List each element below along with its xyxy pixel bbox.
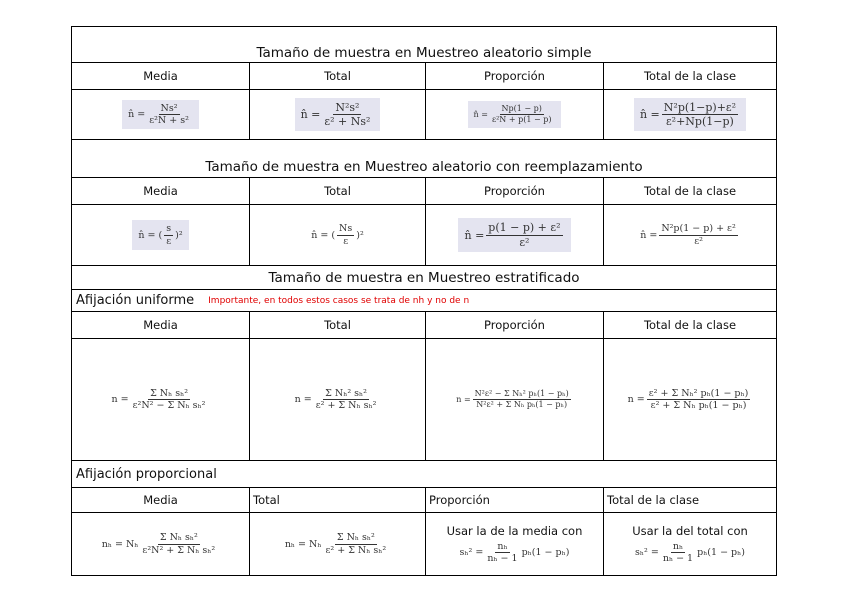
use-total-text: Usar la del total con xyxy=(632,523,748,538)
header-total: Total xyxy=(250,488,426,512)
header-total-clase: Total de la clase xyxy=(643,318,737,332)
section-title-text: Tamaño de muestra en Muestreo estratificado xyxy=(268,269,580,286)
section-title-text: Tamaño de muestra en Muestreo aleatorio simple xyxy=(256,44,592,61)
uniform-label: Afijación uniforme Importante, en todos estos casos se trata de nh y no de n xyxy=(76,293,470,308)
formula-rep-media: n̂ = ( $\frac{s}{\varepsilon}$ )² xyxy=(72,205,250,265)
header-proporcion: Proporción xyxy=(426,488,604,512)
header-proporcion: Proporción xyxy=(426,312,604,338)
formula-uni-prop: n = $\frac{\text{N²ε² − Σ Nₕ² pₕ(1 − pₕ)}}{\text{N²ε² + Σ Nₕ pₕ(1 − pₕ)}}$ xyxy=(426,339,604,460)
formula-prop-media: nₕ = Nₕ $\frac{\text{Σ Nₕ sₕ²}}{\text{ε²N² + Σ Nₕ sₕ²}}$ xyxy=(72,513,250,575)
formula-prop-clase: Usar la del total con sₕ² = $\frac{\text{nₕ}}{\text{nₕ − 1}}$ pₕ(1 − pₕ) xyxy=(632,523,748,564)
header-row xyxy=(72,178,776,205)
formula-uni-media: n = $\frac{\text{Σ Nₕ sₕ²}}{\text{ε²N² − Σ Nₕ sₕ²}}$ xyxy=(72,339,250,460)
header-total-clase: Total de la clase xyxy=(643,184,737,198)
formula-prop-total: nₕ = Nₕ $\frac{\text{Σ Nₕ sₕ²}}{\text{ε² + Σ Nₕ sₕ²}}$ xyxy=(250,513,426,575)
formula-uni-clase: n = $\frac{\text{ε² + Σ Nₕ² pₕ(1 − pₕ)}}{\text{ε² + Σ Nₕ pₕ(1 − pₕ)}}$ xyxy=(627,387,749,411)
formula-row-proportional xyxy=(72,513,776,575)
proportional-label: Afijación proporcional xyxy=(76,466,217,482)
formula-simple-media: n̂ = $\frac{\text{Ns²}}{\text{ε²N + s²}}$ xyxy=(72,90,250,139)
formula-rep-total: n̂ = ( $\frac{Ns}{\varepsilon}$ )² xyxy=(250,205,426,265)
header-total-clase: Total de la clase xyxy=(643,69,737,83)
header-media: Media xyxy=(72,488,250,512)
formula-rep-clase: n̂ = $\frac{\text{N²p(1 − p) + ε²}}{\text{ε²}}$ xyxy=(640,223,736,247)
formula-simple-clase: n̂ = $\frac{\text{N²p(1−p)+ε²}}{\text{ε²+Np(1−p)}}$ xyxy=(604,90,776,139)
formula-simple-prop: n̂ = $\frac{Np(1 - p)}{\text{ε²N + p(1 − p)}}$ xyxy=(426,90,604,139)
header-row xyxy=(72,63,776,90)
header-row-proportional xyxy=(72,488,776,513)
uniform-note: Importante, en todos estos casos se trata de nh y no de n xyxy=(208,295,470,306)
header-proporcion: Proporción xyxy=(426,63,604,89)
header-proporcion: Proporción xyxy=(426,178,604,204)
header-media: Media xyxy=(72,63,250,89)
header-total: Total xyxy=(250,63,426,89)
formula-rep-prop: n̂ = $\frac{\text{p(1 − p) + ε²}}{\text{ε²}}$ xyxy=(426,205,604,265)
formula-table xyxy=(71,26,777,576)
formula-row-simple xyxy=(72,90,776,140)
section-title-simple xyxy=(72,27,776,63)
uniform-label-row xyxy=(72,290,776,312)
section-title-replacement xyxy=(72,140,776,178)
header-total: Total xyxy=(250,312,426,338)
header-total: Total xyxy=(250,178,426,204)
formula-simple-total: n̂ = $\frac{\text{N²s²}}{\text{ε² + Ns²}}$ xyxy=(250,90,426,139)
section-title-stratified xyxy=(72,266,776,290)
formula-uni-total: n = $\frac{\text{Σ Nₕ² sₕ²}}{\text{ε² + Σ Nₕ sₕ²}}$ xyxy=(250,339,426,460)
header-row xyxy=(72,312,776,339)
header-media: Media xyxy=(72,178,250,204)
section-title-text: Tamaño de muestra en Muestreo aleatorio con reemplazamiento xyxy=(205,158,643,175)
header-total-clase: Total de la clase xyxy=(607,493,700,507)
proportional-label-row xyxy=(72,461,776,488)
formula-row-replacement xyxy=(72,205,776,266)
use-media-text: Usar la de la media con xyxy=(446,523,583,538)
formula-row-uniform xyxy=(72,339,776,461)
header-media: Media xyxy=(72,312,250,338)
formula-prop-prop: Usar la de la media con sₕ² = $\frac{\text{nₕ}}{\text{nₕ − 1}}$ pₕ(1 − pₕ) xyxy=(426,513,604,575)
